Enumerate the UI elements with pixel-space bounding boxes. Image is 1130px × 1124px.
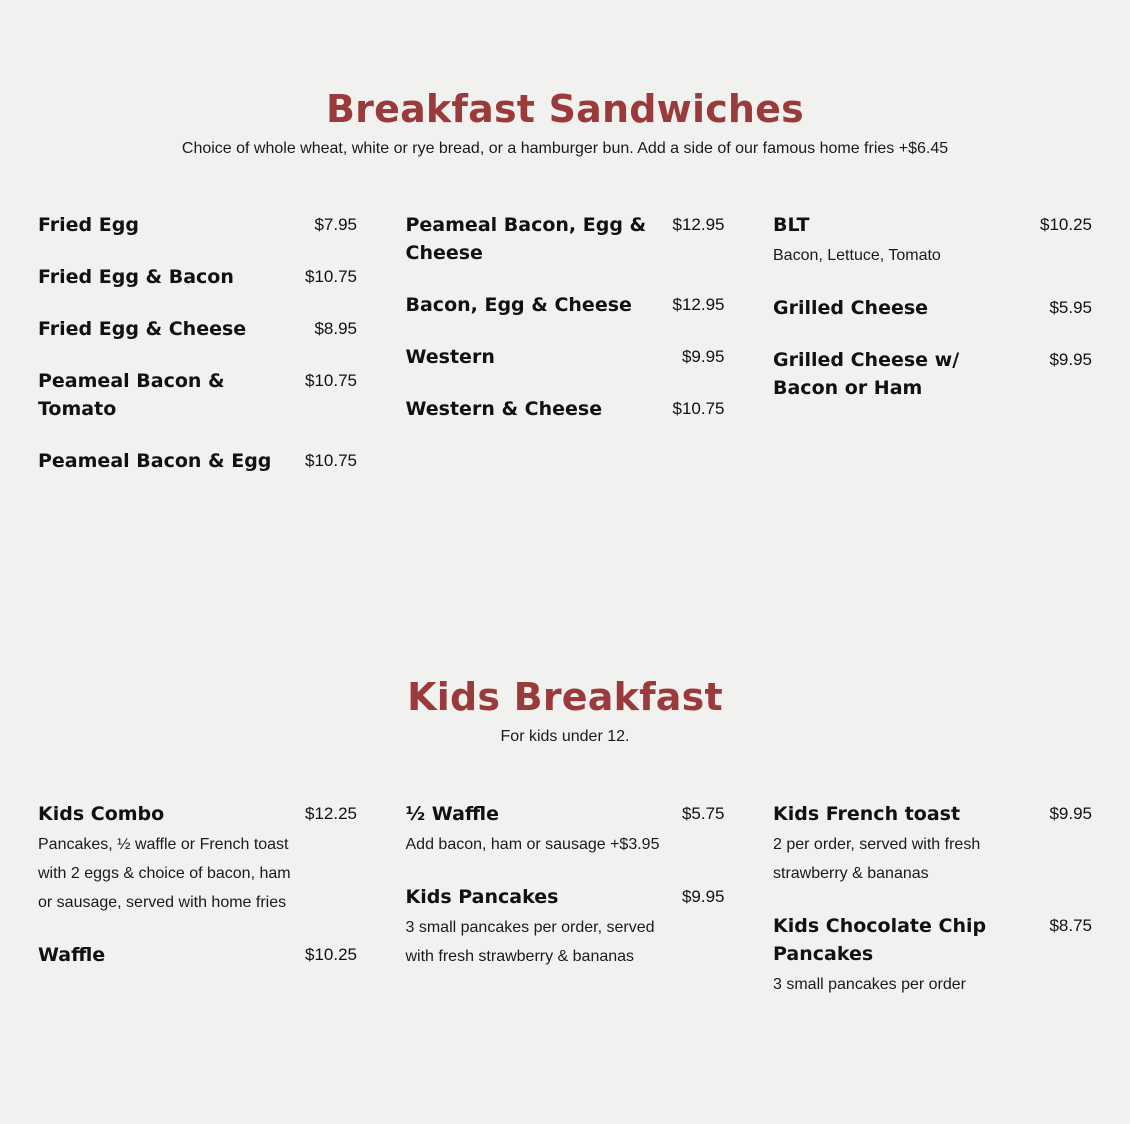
section-title: Breakfast Sandwiches [326, 87, 804, 131]
menu-item-header [773, 800, 1092, 828]
menu-item-price: $8.75 [1049, 916, 1092, 935]
menu-item-name: Grilled Cheese w/ Bacon or Ham [773, 349, 960, 399]
menu-item [406, 211, 725, 267]
menu-item-name: Fried Egg & Cheese [38, 318, 247, 340]
menu-item-price: $9.95 [1049, 350, 1092, 369]
menu-item-header [406, 291, 725, 319]
menu-item-name: BLT [773, 214, 810, 236]
menu-item-header [38, 263, 357, 291]
menu-item-price: $7.95 [314, 215, 357, 234]
menu-item-name: Fried Egg [38, 214, 139, 236]
menu-item [773, 346, 1092, 402]
menu-item-header [773, 294, 1092, 322]
menu-item-header [773, 346, 1092, 402]
menu-column [406, 211, 725, 499]
menu-item-name: Waffle [38, 944, 106, 966]
section-subtitle: For kids under 12. [500, 728, 630, 745]
menu-item-price: $9.95 [681, 347, 725, 366]
menu-column [38, 800, 357, 1023]
menu-item-name: Kids Chocolate Chip Pancakes [773, 915, 987, 965]
menu-item-description: 2 per order, served with fresh strawberry & bananas [773, 836, 981, 882]
menu-item-price: $5.95 [1049, 298, 1092, 317]
menu-item [38, 211, 357, 239]
breakfast-sandwiches-section [0, 86, 1130, 160]
menu-item-name: Western & Cheese [405, 398, 603, 420]
menu-item-header [406, 343, 725, 371]
menu-item [38, 447, 357, 475]
menu-column [773, 800, 1092, 1023]
menu-item-description: 3 small pancakes per order, served with fresh strawberry & bananas [405, 919, 655, 965]
menu-item-price: $8.95 [314, 319, 357, 338]
menu-item [38, 315, 357, 343]
menu-item-name: Grilled Cheese [773, 297, 929, 319]
menu-column [773, 211, 1092, 499]
menu-item-header [38, 941, 357, 969]
menu-item-name: Kids Pancakes [405, 886, 559, 908]
menu-item-price: $12.25 [305, 804, 357, 823]
menu-item-price: $5.75 [681, 804, 725, 823]
kids-breakfast-section [0, 674, 1130, 748]
menu-item-description: Bacon, Lettuce, Tomato [773, 247, 941, 264]
menu-item-description: Pancakes, ½ waffle or French toast with 2 eggs & choice of bacon, ham or sausage, served with home fries [38, 836, 291, 911]
menu-item-price: $12.95 [672, 215, 725, 234]
menu-item [773, 211, 1092, 270]
menu-item [773, 294, 1092, 322]
menu-item-price: $9.95 [681, 887, 725, 906]
menu-item-name: Bacon, Egg & Cheese [405, 294, 632, 316]
menu-item [406, 883, 725, 971]
menu-item-name: Peameal Bacon & Tomato [38, 370, 225, 420]
menu-item-header [773, 912, 1092, 968]
section-title: Kids Breakfast [407, 675, 723, 719]
menu-item-price: $10.25 [305, 945, 357, 964]
menu-item-price: $10.25 [1040, 215, 1092, 234]
menu-item [773, 912, 1092, 999]
menu-item-name: Peameal Bacon & Egg [38, 450, 272, 472]
menu-item-price: $9.95 [1049, 804, 1092, 823]
menu-item [406, 800, 725, 859]
menu-item [406, 395, 725, 423]
menu-item-name: Kids French toast [773, 803, 961, 825]
menu-item-name: Fried Egg & Bacon [38, 266, 234, 288]
menu-item [773, 800, 1092, 888]
menu-item-name: Western [405, 346, 495, 368]
menu-item-header [406, 211, 725, 267]
menu-item [38, 941, 357, 969]
menu-item [38, 367, 357, 423]
menu-item-price: $10.75 [305, 371, 357, 390]
menu-item-header [406, 883, 725, 911]
menu-item [38, 263, 357, 291]
kids-breakfast-menu [38, 800, 1092, 1023]
menu-item-header [406, 800, 725, 828]
menu-item-header [406, 395, 725, 423]
menu-item-header [38, 211, 357, 239]
menu-item-header [773, 211, 1092, 239]
breakfast-sandwiches-menu [38, 211, 1092, 499]
menu-item-price: $12.95 [672, 295, 725, 314]
menu-item-price: $10.75 [672, 399, 725, 418]
menu-column [406, 800, 725, 1023]
menu-item [38, 800, 357, 917]
menu-item [406, 291, 725, 319]
menu-item-header [38, 800, 357, 828]
menu-item-header [38, 447, 357, 475]
menu-item-price: $10.75 [305, 451, 357, 470]
menu-item-name: ½ Waffle [405, 803, 499, 825]
menu-item-header [38, 367, 357, 423]
menu-item-name: Kids Combo [38, 803, 165, 825]
menu-item-price: $10.75 [305, 267, 357, 286]
section-subtitle: Choice of whole wheat, white or rye bread, or a hamburger bun. Add a side of our famous home fries +$6.45 [181, 140, 949, 157]
menu-item-description: Add bacon, ham or sausage +$3.95 [405, 836, 660, 853]
menu-item-description: 3 small pancakes per order [773, 976, 966, 993]
menu-column [38, 211, 357, 499]
menu-item-name: Peameal Bacon, Egg & Cheese [405, 214, 647, 264]
menu-item-header [38, 315, 357, 343]
menu-item [406, 343, 725, 371]
